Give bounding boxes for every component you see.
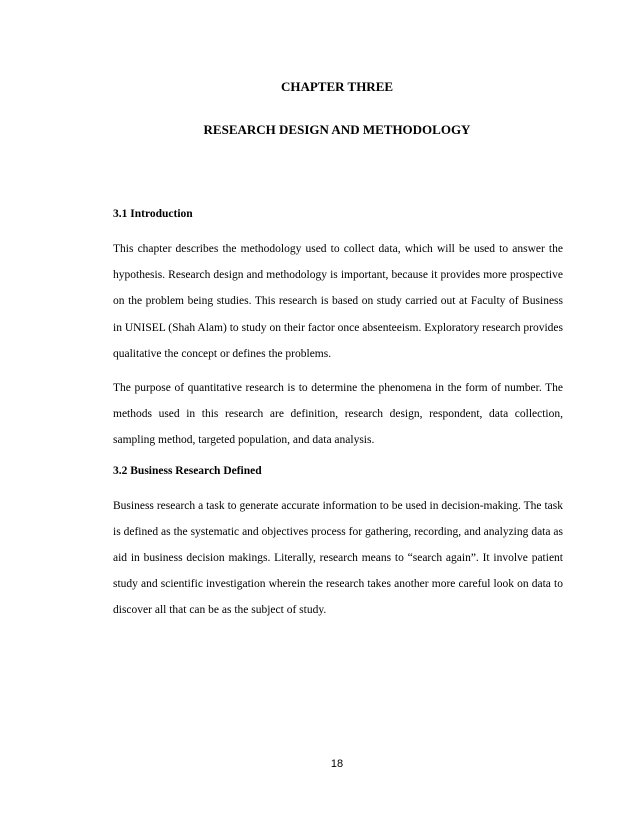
section-heading-business-research: 3.2 Business Research Defined bbox=[113, 464, 262, 477]
section-heading-introduction: 3.1 Introduction bbox=[113, 208, 193, 220]
chapter-subtitle: RESEARCH DESIGN AND METHODOLOGY bbox=[203, 122, 471, 137]
paragraph-introduction-1: This chapter describes the methodology used to collect data, which will be used to answer the hypothesis. Research design and methodology is important, because it provides more prospective on the problem being studies. This research is based on study carried out at Faculty of Business in UNISEL (Shah Alam) to study on their factor once absenteeism. Exploratory research provides qualitative the concept or defines the problems. bbox=[113, 243, 563, 360]
page-number: 18 bbox=[330, 758, 344, 770]
paragraph-business-research-1: Business research a task to generate accurate information to be used in decision-making. The task is defined as the systematic and objectives process for gathering, recording, and analyzing data as aid in business decision makings. Literally, research means to “search again”. It involve patient study and scientific investigation wherein the research takes another more careful look on data to discover all that can be as the subject of study. bbox=[113, 499, 563, 617]
document-body bbox=[113, 205, 563, 624]
chapter-title: CHAPTER THREE bbox=[280, 79, 394, 94]
paragraph-introduction-2: The purpose of quantitative research is to determine the phenomena in the form of number. The methods used in this research are definition, research design, respondent, data collection, sampling method, targeted population, and data analysis. bbox=[113, 382, 563, 447]
